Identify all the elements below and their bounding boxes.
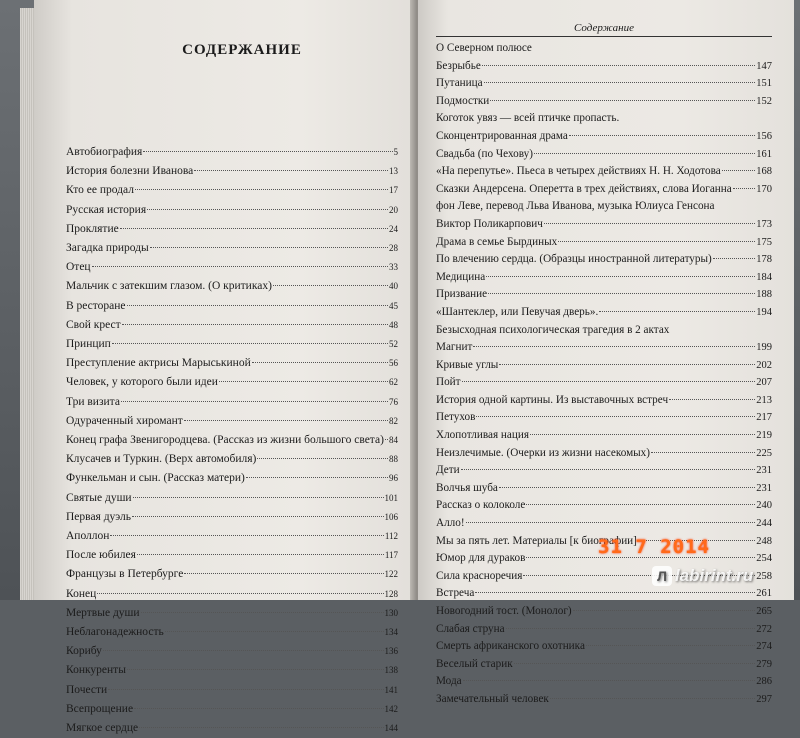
toc-entry-page: 96 bbox=[389, 473, 398, 484]
toc-entry-page: 188 bbox=[756, 289, 772, 301]
toc-entry-page: 178 bbox=[756, 254, 772, 266]
toc-entry-title: Волчья шуба bbox=[436, 481, 498, 494]
toc-list-right bbox=[436, 40, 772, 709]
toc-entry-title: Принцип bbox=[66, 338, 111, 351]
toc-leader-dots bbox=[97, 593, 383, 594]
toc-entry-page: 199 bbox=[756, 342, 772, 354]
toc-leader-dots bbox=[385, 439, 388, 440]
toc-entry-title: Три визита bbox=[66, 395, 120, 408]
toc-leader-dots bbox=[463, 680, 756, 681]
toc-entry-page: 240 bbox=[756, 500, 772, 512]
toc-entry-page: 258 bbox=[756, 570, 772, 582]
toc-leader-dots bbox=[184, 573, 383, 574]
toc-entry-title: Пойт bbox=[436, 376, 461, 389]
toc-entry-page: 261 bbox=[756, 588, 772, 600]
toc-leader-dots bbox=[246, 477, 388, 478]
toc-entry bbox=[66, 681, 398, 700]
right-page bbox=[418, 0, 794, 705]
toc-leader-dots bbox=[558, 241, 755, 242]
toc-entry-page: 184 bbox=[756, 271, 772, 283]
toc-leader-dots bbox=[165, 631, 384, 632]
toc-leader-dots bbox=[506, 628, 756, 629]
toc-entry bbox=[66, 316, 398, 335]
toc-leader-dots bbox=[569, 135, 755, 136]
toc-entry-page: 161 bbox=[756, 148, 772, 160]
toc-entry bbox=[66, 565, 398, 584]
toc-entry-title: Неблагонадежность bbox=[66, 626, 164, 639]
toc-entry bbox=[436, 198, 772, 216]
toc-entry-page: 84 bbox=[389, 435, 398, 446]
toc-entry-page: 17 bbox=[389, 185, 398, 196]
toc-leader-dots bbox=[550, 698, 755, 699]
toc-leader-dots bbox=[108, 689, 383, 690]
toc-entry-title: Драма в семье Бырдиных bbox=[436, 235, 558, 248]
toc-entry-title: Мягкое сердце bbox=[66, 722, 139, 735]
toc-entry-page: 28 bbox=[389, 243, 398, 254]
toc-entry-title: Почести bbox=[66, 683, 108, 696]
toc-leader-dots bbox=[586, 645, 755, 646]
toc-entry-page: 225 bbox=[756, 447, 772, 459]
toc-entry-title: Магнит bbox=[436, 341, 473, 354]
toc-entry bbox=[436, 374, 772, 392]
toc-entry-title: Мертвые души bbox=[66, 606, 140, 619]
toc-leader-dots bbox=[651, 452, 755, 453]
toc-entry-title: По влечению сердца. (Образцы иностранной литературы) bbox=[436, 253, 712, 266]
toc-entry bbox=[66, 201, 398, 220]
toc-leader-dots bbox=[139, 727, 383, 728]
toc-entry bbox=[66, 623, 398, 642]
toc-entry bbox=[66, 546, 398, 565]
toc-entry-title: Одураченный хиромант bbox=[66, 414, 183, 427]
toc-entry-page: 231 bbox=[756, 482, 772, 494]
toc-entry-title: Безрыбье bbox=[436, 59, 481, 72]
toc-entry-page: 45 bbox=[389, 300, 398, 311]
toc-entry-page: 128 bbox=[384, 588, 398, 599]
toc-entry-page: 217 bbox=[756, 412, 772, 424]
toc-entry-page: 5 bbox=[393, 147, 398, 157]
toc-entry-page: 286 bbox=[756, 676, 772, 688]
toc-leader-dots bbox=[127, 305, 388, 306]
toc-entry-page: 117 bbox=[384, 550, 398, 561]
toc-entry-title: Корибу bbox=[66, 645, 102, 658]
toc-entry bbox=[436, 638, 772, 656]
toc-leader-dots bbox=[184, 420, 388, 421]
toc-entry-page: 156 bbox=[756, 130, 772, 142]
toc-entry-page: 272 bbox=[756, 623, 772, 635]
toc-entry bbox=[436, 58, 772, 76]
toc-leader-dots bbox=[121, 401, 388, 402]
toc-entry-title: Автобиография bbox=[66, 146, 143, 158]
toc-entry bbox=[436, 304, 772, 322]
toc-leader-dots bbox=[120, 228, 388, 229]
toc-entry-title: Функельман и сын. (Рассказ матери) bbox=[66, 472, 245, 485]
toc-leader-dots bbox=[257, 458, 388, 459]
watermark bbox=[652, 566, 753, 586]
toc-entry bbox=[436, 497, 772, 515]
toc-entry-title: Клусачев и Туркин. (Верх автомобиля) bbox=[66, 453, 257, 466]
toc-leader-dots bbox=[134, 708, 383, 709]
toc-leader-dots bbox=[488, 293, 755, 294]
toc-entry-title: Мальчик с затекшим глазом. (О критиках) bbox=[66, 280, 272, 293]
toc-entry-page: 76 bbox=[389, 396, 398, 407]
toc-entry bbox=[66, 585, 398, 604]
toc-entry bbox=[66, 700, 398, 719]
toc-leader-dots bbox=[194, 170, 388, 171]
toc-entry-page: 33 bbox=[389, 262, 398, 273]
toc-entry bbox=[66, 393, 398, 412]
toc-entry-page: 101 bbox=[384, 492, 398, 503]
toc-entry-title: Слабая струна bbox=[436, 622, 505, 635]
toc-entry-page: 112 bbox=[384, 531, 398, 542]
toc-entry-title: Подмостки bbox=[436, 94, 490, 107]
toc-entry bbox=[436, 515, 772, 533]
toc-entry-page: 175 bbox=[756, 236, 772, 248]
toc-entry-title: Человек, у которого были идеи bbox=[66, 376, 218, 389]
toc-leader-dots bbox=[530, 434, 755, 435]
toc-entry-title: Свой крест bbox=[66, 318, 121, 331]
toc-entry-title: Конкуренты bbox=[66, 664, 126, 677]
toc-entry-title: Неизлечимые. (Очерки из жизни насекомых) bbox=[436, 446, 650, 459]
toc-entry bbox=[66, 258, 398, 277]
toc-entry bbox=[436, 409, 772, 427]
toc-entry bbox=[436, 110, 772, 128]
toc-entry-page: 279 bbox=[756, 658, 772, 670]
toc-entry-title: Виктор Поликарпович bbox=[436, 217, 543, 230]
labirint-logo-icon: Л bbox=[652, 566, 672, 586]
toc-entry bbox=[436, 427, 772, 445]
toc-entry-title: Аполлон bbox=[66, 530, 110, 543]
toc-entry bbox=[66, 162, 398, 181]
toc-leader-dots bbox=[112, 343, 388, 344]
toc-entry-page: 194 bbox=[756, 306, 772, 318]
toc-entry-title: Медицина bbox=[436, 270, 486, 283]
toc-entry bbox=[436, 234, 772, 252]
toc-entry-page: 130 bbox=[384, 607, 398, 618]
toc-entry-page: 248 bbox=[756, 535, 772, 547]
toc-entry-page: 24 bbox=[389, 223, 398, 234]
toc-entry-page: 297 bbox=[756, 693, 772, 705]
toc-leader-dots bbox=[461, 469, 756, 470]
toc-entry-page: 142 bbox=[384, 703, 398, 714]
toc-entry-page: 152 bbox=[756, 95, 772, 107]
toc-entry bbox=[66, 527, 398, 546]
toc-leader-dots bbox=[143, 151, 392, 152]
toc-entry bbox=[436, 40, 772, 58]
toc-entry bbox=[66, 335, 398, 354]
toc-entry-page: 48 bbox=[389, 319, 398, 330]
toc-entry bbox=[66, 661, 398, 680]
toc-entry-title: Кто ее продал bbox=[66, 184, 134, 197]
toc-entry-title: Смерть африканского охотника bbox=[436, 640, 585, 653]
toc-leader-dots bbox=[466, 522, 756, 523]
toc-entry bbox=[436, 93, 772, 111]
toc-leader-dots bbox=[486, 276, 755, 277]
toc-entry-page: 52 bbox=[389, 339, 398, 350]
toc-entry bbox=[436, 75, 772, 93]
toc-entry bbox=[66, 508, 398, 527]
toc-entry bbox=[436, 269, 772, 287]
toc-entry-page: 231 bbox=[756, 465, 772, 477]
toc-entry-page: 202 bbox=[756, 359, 772, 371]
toc-entry-title: Мы за пять лет. Материалы [к биографии] bbox=[436, 534, 637, 547]
toc-leader-dots bbox=[273, 285, 388, 286]
left-page bbox=[34, 0, 416, 735]
toc-entry-page: 122 bbox=[384, 569, 398, 580]
toc-leader-dots bbox=[137, 554, 384, 555]
toc-entry-title: Хлопотливая нация bbox=[436, 429, 529, 442]
toc-entry-title: Всепрощение bbox=[66, 702, 134, 715]
toc-entry bbox=[436, 216, 772, 234]
toc-leader-dots bbox=[141, 612, 384, 613]
toc-leader-dots bbox=[713, 258, 756, 259]
toc-entry-title: Безысходная психологическая трагедия в 2 актах bbox=[436, 323, 670, 336]
toc-entry bbox=[66, 220, 398, 239]
toc-entry-title: После юбилея bbox=[66, 549, 136, 562]
toc-entry-title: Сила красноречия bbox=[436, 569, 523, 582]
toc-entry-title: Новогодний тост. (Монолог) bbox=[436, 605, 572, 617]
toc-entry-title: Встреча bbox=[436, 587, 475, 600]
toc-entry bbox=[436, 585, 772, 603]
toc-entry-page: 170 bbox=[756, 183, 772, 195]
toc-entry-title: Веселый старик bbox=[436, 657, 513, 670]
toc-entry bbox=[436, 691, 772, 709]
toc-leader-dots bbox=[669, 399, 755, 400]
toc-list-left bbox=[66, 143, 398, 738]
toc-leader-dots bbox=[476, 416, 755, 417]
toc-leader-dots bbox=[252, 362, 388, 363]
toc-leader-dots bbox=[473, 346, 755, 347]
toc-entry bbox=[436, 286, 772, 304]
toc-leader-dots bbox=[132, 516, 383, 517]
toc-entry bbox=[436, 146, 772, 164]
toc-entry-page: 62 bbox=[389, 377, 398, 388]
watermark-text: labirint.ru bbox=[675, 566, 754, 585]
toc-entry bbox=[66, 412, 398, 431]
toc-entry bbox=[436, 673, 772, 691]
toc-leader-dots bbox=[475, 592, 755, 593]
toc-leader-dots bbox=[490, 100, 755, 101]
toc-entry-title: Свадьба (по Чехову) bbox=[436, 147, 533, 160]
toc-leader-dots bbox=[599, 311, 755, 312]
page-title: СОДЕРЖАНИЕ bbox=[182, 42, 302, 58]
toc-leader-dots bbox=[544, 223, 755, 224]
toc-entry-page: 244 bbox=[756, 518, 772, 530]
toc-entry bbox=[66, 450, 398, 469]
toc-entry-title: Петухов bbox=[436, 411, 476, 424]
toc-entry bbox=[66, 719, 398, 738]
toc-entry bbox=[66, 297, 398, 316]
toc-entry-page: 82 bbox=[389, 415, 398, 426]
toc-entry-page: 254 bbox=[756, 553, 772, 565]
toc-entry bbox=[436, 181, 772, 199]
toc-entry-page: 168 bbox=[756, 166, 772, 178]
toc-entry-page: 151 bbox=[756, 78, 772, 90]
toc-entry-title: Кривые углы bbox=[436, 358, 499, 371]
toc-leader-dots bbox=[733, 188, 756, 189]
toc-entry-page: 265 bbox=[756, 606, 772, 617]
toc-entry-page: 219 bbox=[756, 430, 772, 442]
toc-leader-dots bbox=[499, 364, 755, 365]
toc-leader-dots bbox=[462, 381, 756, 382]
toc-entry bbox=[436, 480, 772, 498]
toc-entry-page: 88 bbox=[389, 454, 398, 465]
toc-entry-title: Коготок увяз — всей птичке пропасть. bbox=[436, 112, 620, 125]
toc-entry-title: Путаница bbox=[436, 77, 483, 90]
toc-entry bbox=[66, 373, 398, 392]
toc-entry bbox=[66, 469, 398, 488]
toc-entry-title: Сказки Андерсена. Оперетта в трех действиях, слова Иоганна bbox=[436, 182, 732, 195]
toc-leader-dots bbox=[499, 487, 755, 488]
toc-entry bbox=[436, 462, 772, 480]
toc-entry-title: Конец bbox=[66, 587, 97, 600]
toc-entry bbox=[436, 339, 772, 357]
toc-leader-dots bbox=[122, 324, 388, 325]
toc-entry-title: Рассказ о колоколе bbox=[436, 499, 526, 512]
toc-entry bbox=[66, 604, 398, 623]
toc-entry-title: Конец графа Звенигородцева. (Рассказ из жизни большого света) bbox=[66, 434, 384, 447]
toc-entry bbox=[66, 277, 398, 296]
toc-entry-title: «На перепутье». Пьеса в четырех действиях Н. Н. Ходотова bbox=[436, 165, 721, 178]
toc-entry-page: 147 bbox=[756, 60, 772, 72]
toc-entry-title: Алло! bbox=[436, 517, 465, 530]
toc-entry-page: 274 bbox=[756, 641, 772, 653]
toc-entry bbox=[66, 181, 398, 200]
toc-leader-dots bbox=[484, 82, 756, 83]
toc-entry bbox=[436, 163, 772, 181]
toc-entry-page: 207 bbox=[756, 377, 772, 389]
toc-leader-dots bbox=[534, 153, 755, 154]
toc-leader-dots bbox=[110, 535, 383, 536]
toc-entry bbox=[436, 621, 772, 639]
toc-leader-dots bbox=[127, 669, 384, 670]
toc-entry bbox=[66, 431, 398, 450]
toc-entry-page: 134 bbox=[384, 627, 398, 638]
toc-entry-title: Замечательный человек bbox=[436, 692, 549, 705]
toc-entry-title: Загадка природы bbox=[66, 242, 149, 255]
toc-entry-page: 144 bbox=[384, 723, 398, 734]
toc-leader-dots bbox=[526, 504, 755, 505]
toc-leader-dots bbox=[482, 65, 755, 66]
toc-entry bbox=[436, 128, 772, 146]
toc-entry-page: 13 bbox=[389, 166, 398, 177]
toc-entry-page: 141 bbox=[384, 684, 398, 695]
toc-entry-title: О Северном полюсе bbox=[436, 42, 532, 54]
date-stamp: 31 7 2014 bbox=[598, 536, 710, 558]
toc-entry-title: Юмор для дураков bbox=[436, 552, 526, 565]
toc-leader-dots bbox=[573, 610, 756, 611]
toc-entry-page: 56 bbox=[389, 358, 398, 369]
toc-entry-title: Сконцентрированная драма bbox=[436, 129, 568, 142]
toc-leader-dots bbox=[103, 650, 384, 651]
toc-entry-title: Мода bbox=[436, 675, 462, 688]
toc-entry-title: История одной картины. Из выставочных встреч bbox=[436, 393, 669, 406]
toc-entry bbox=[436, 392, 772, 410]
toc-entry-title: В ресторане bbox=[66, 299, 126, 312]
toc-entry bbox=[66, 489, 398, 508]
toc-leader-dots bbox=[150, 247, 388, 248]
toc-leader-dots bbox=[514, 663, 756, 664]
toc-entry bbox=[66, 642, 398, 661]
toc-entry bbox=[436, 357, 772, 375]
toc-entry bbox=[436, 251, 772, 269]
toc-entry-title: фон Леве, перевод Льва Иванова, музыка Юлиуса Генсона bbox=[436, 200, 715, 213]
toc-entry-title: История болезни Иванова bbox=[66, 165, 194, 178]
toc-entry-page: 173 bbox=[756, 218, 772, 230]
toc-entry-title: Русская история bbox=[66, 203, 147, 216]
toc-entry bbox=[436, 445, 772, 463]
toc-entry-page: 20 bbox=[389, 204, 398, 215]
toc-entry-title: Проклятие bbox=[66, 222, 119, 235]
toc-entry bbox=[66, 239, 398, 258]
toc-entry bbox=[66, 354, 398, 373]
toc-entry-title: Французы в Петербурге bbox=[66, 568, 184, 581]
toc-leader-dots bbox=[92, 266, 388, 267]
toc-entry bbox=[436, 603, 772, 621]
toc-entry bbox=[436, 656, 772, 674]
toc-leader-dots bbox=[135, 189, 388, 190]
toc-entry-title: Первая дуэль bbox=[66, 510, 132, 523]
toc-entry bbox=[436, 322, 772, 340]
toc-leader-dots bbox=[147, 209, 388, 210]
toc-entry-title: «Шантеклер, или Певучая дверь». bbox=[436, 305, 599, 318]
toc-entry-title: Святые души bbox=[66, 491, 132, 504]
toc-leader-dots bbox=[219, 381, 388, 382]
toc-entry bbox=[66, 143, 398, 162]
toc-entry-page: 106 bbox=[384, 511, 398, 522]
toc-entry-page: 138 bbox=[384, 665, 398, 676]
toc-entry-title: Преступление актрисы Марыськиной bbox=[66, 357, 251, 370]
toc-entry-page: 40 bbox=[389, 281, 398, 292]
toc-leader-dots bbox=[133, 497, 384, 498]
toc-entry-page: 136 bbox=[384, 646, 398, 657]
toc-entry-title: Призвание bbox=[436, 288, 488, 301]
running-head: Содержание bbox=[436, 22, 772, 37]
toc-leader-dots bbox=[722, 170, 756, 171]
toc-entry-page: 213 bbox=[756, 394, 772, 406]
toc-entry-title: Отец bbox=[66, 261, 91, 274]
toc-entry-title: Дети bbox=[436, 464, 460, 477]
